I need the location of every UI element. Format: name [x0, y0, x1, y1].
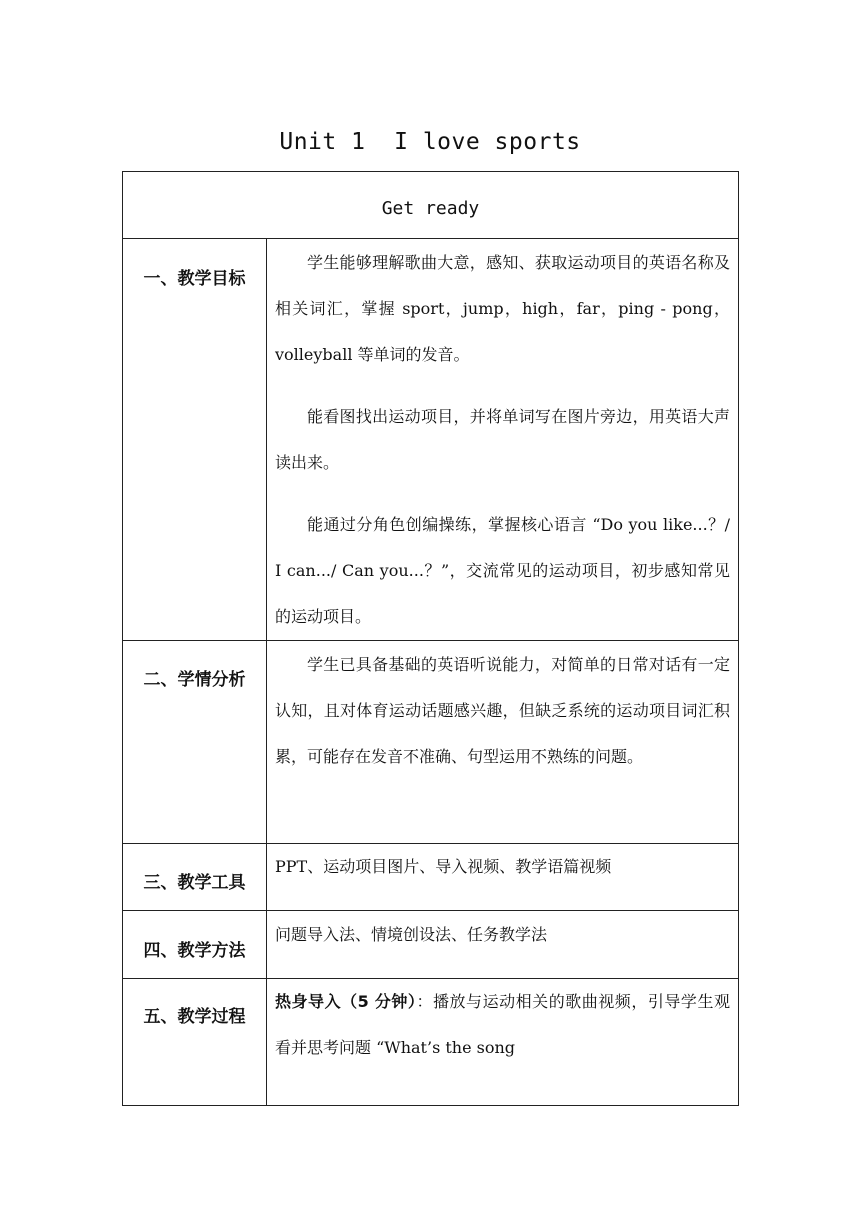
row-label-objectives: 一、教学目标 [143, 269, 246, 289]
process-content [275, 979, 730, 1071]
methods-content [275, 922, 730, 948]
lesson-plan-table [122, 171, 739, 1106]
row-divider [123, 238, 738, 239]
objectives-content [275, 240, 730, 640]
analysis-content [275, 642, 730, 780]
tools-content [275, 854, 730, 880]
methods-text: 问题导入法、情境创设法、任务教学法 [275, 925, 548, 944]
analysis-paragraph: 学生已具备基础的英语听说能力，对简单的日常对话有一定认知，且对体育运动话题感兴趣，但缺乏系统的运动项目词汇积累，可能存在发音不准确、句型运用不熟练的问题。 [275, 655, 730, 766]
column-divider [266, 239, 267, 1105]
objective-paragraph: 学生能够理解歌曲大意，感知、获取运动项目的英语名称及相关词汇，掌握 sport，jump，high，far，ping - pong，volleyball 等单词的发音。 [275, 253, 730, 364]
row-label-analysis: 二、学情分析 [143, 670, 246, 690]
tools-text: PPT、运动项目图片、导入视频、教学语篇视频 [275, 857, 612, 876]
row-divider [123, 640, 738, 641]
table-header: Get ready [381, 198, 480, 219]
process-text [275, 979, 730, 1071]
row-label-methods: 四、教学方法 [143, 941, 246, 961]
process-body: ：播放与运动相关的歌曲视频，引导学生观看并思考问题 “What’s the song [275, 992, 730, 1057]
row-label-tools: 三、教学工具 [143, 873, 246, 893]
row-divider [123, 843, 738, 844]
row-divider [123, 910, 738, 911]
objective-paragraph: 能看图找出运动项目，并将单词写在图片旁边，用英语大声读出来。 [275, 407, 730, 472]
page-title: Unit 1 I love sports [279, 129, 581, 155]
objective-paragraph: 能通过分角色创编操练，掌握核心语言 “Do you like...？/ I can.../ Can you...？”，交流常见的运动项目，初步感知常见的运动项目。 [275, 515, 730, 626]
process-lead: 热身导入（5 分钟） [275, 992, 417, 1011]
row-label-process: 五、教学过程 [143, 1007, 246, 1027]
